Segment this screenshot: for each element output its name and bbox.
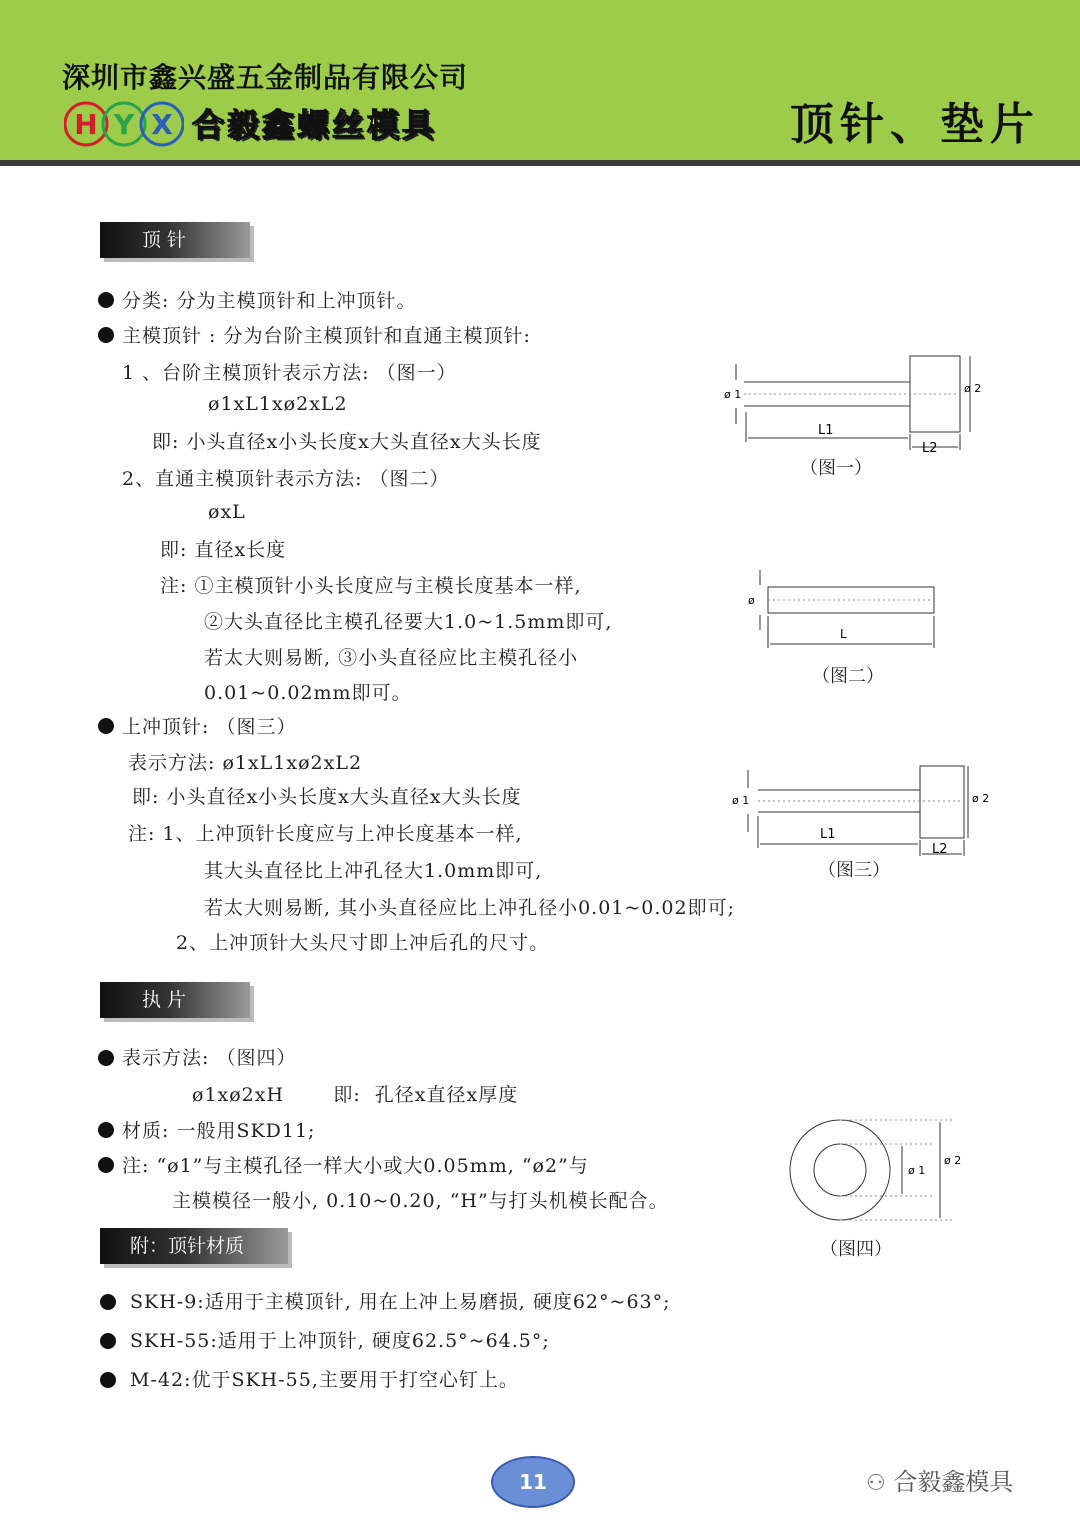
ejector-note-3: 若太大则易断, ③小头直径应比主模孔径小 [204,647,579,669]
fig4-d1-label: ø 1 [908,1164,926,1177]
logo-letter-x: X [151,108,173,141]
shim-line-4: 注: “ø1”与主模孔径一样大小或大0.05mm, “ø2”与 [122,1155,589,1177]
bullet [98,718,114,734]
fig1-caption: （图一） [800,458,872,479]
ejector-note-5: 注: 1、上冲顶针长度应与上冲长度基本一样, [128,823,523,845]
ejector-line-6: 2、直通主模顶针表示方法: （图二） [122,468,450,490]
watermark-text: 合毅鑫模具 [893,1468,1014,1496]
fig3-d2-label: ø 2 [972,792,990,805]
ejector-note-7: 若太大则易断, 其小头直径应比上冲孔径小0.01~0.02即可; [204,897,736,919]
fig1-l1-label: L1 [818,423,834,438]
bullet [100,1372,116,1388]
figure-3-punch-pin [728,760,998,860]
ejector-note-4: 0.01~0.02mm即可。 [204,682,412,704]
figure-4-shim [784,1112,980,1228]
ejector-note-8: 2、上冲顶针大头尺寸即上冲后孔的尺寸。 [176,932,550,954]
fig4-d2-label: ø 2 [944,1154,962,1167]
fig1-l2-label: L2 [922,441,938,456]
ejector-line-15: 即: 小头直径x小头长度x大头直径x大头长度 [132,786,522,808]
header-divider [0,160,1080,166]
section-header-material: 附：顶针材质 [100,1228,288,1264]
bullet [98,292,114,308]
fig3-d1-label: ø 1 [732,794,750,807]
ejector-note-6: 其大头直径比上冲孔径大1.0mm即可, [204,860,543,882]
bullet [98,327,114,343]
bullet [98,1050,114,1066]
fig3-l1-label: L1 [820,827,836,842]
fig2-d-label: ø [748,594,755,607]
ejector-line-1: 分类: 分为主模顶针和上冲顶针。 [122,290,417,312]
material-item-2: SKH-55:适用于上冲顶针, 硬度62.5°~64.5°; [130,1330,550,1352]
fig2-caption: （图二） [812,666,884,687]
fig1-d2-label: ø 2 [964,382,982,395]
logo-letter-h: H [74,108,98,141]
shim-formula: ø1xø2xH 即: 孔径x直径x厚度 [192,1084,519,1106]
shim-line-1: 表示方法: （图四） [122,1047,297,1069]
wechat-icon: ⚇ [866,1471,886,1496]
ejector-note-2: ②大头直径比主模孔径要大1.0~1.5mm即可, [204,611,613,633]
logo-letter-y: Y [113,108,135,141]
bullet [98,1122,114,1138]
ejector-formula-3: 表示方法: ø1xL1xø2xL2 [128,752,363,774]
section-header-ejector: 顶 针 [100,222,250,258]
bullet [98,1157,114,1173]
ejector-line-3: 1 、台阶主模顶针表示方法: （图一） [122,362,457,384]
page-title: 顶针、垫片 [790,99,1040,150]
fig3-l2-label: L2 [932,842,948,857]
watermark [866,1462,1013,1497]
ejector-note-1: 注: ①主模顶针小头长度应与主模长度基本一样, [160,575,582,597]
page-number: 11 [491,1456,575,1508]
figure-1-stepped-pin [720,350,990,460]
brand-name: 合毅鑫螺丝模具 [192,106,438,144]
hyx-logo [64,98,184,150]
fig2-l-label: L [840,627,847,641]
bullet [100,1333,116,1349]
ejector-line-2: 主模顶针 : 分为台阶主模顶针和直通主模顶针: [122,325,531,347]
company-name: 深圳市鑫兴盛五金制品有限公司 [62,61,469,94]
fig3-caption: （图三） [818,860,890,881]
ejector-line-5: 即: 小头直径x小头长度x大头直径x大头长度 [152,431,542,453]
shim-line-5: 主模模径一般小, 0.10~0.20, “H”与打头机模长配合。 [172,1190,669,1212]
ejector-formula-1: ø1xL1xø2xL2 [208,393,348,415]
bullet [100,1294,116,1310]
ejector-line-8: 即: 直径x长度 [160,539,287,561]
section-header-shim: 执 片 [100,982,250,1018]
shim-line-3: 材质: 一般用SKD11; [122,1120,316,1142]
fig1-d1-label: ø 1 [724,388,742,401]
fig4-caption: （图四） [820,1239,892,1260]
material-item-1: SKH-9:适用于主模顶针, 用在上冲上易磨损, 硬度62°~63°; [130,1291,671,1313]
ejector-formula-2: øxL [208,501,246,523]
material-item-3: M-42:优于SKH-55,主要用于打空心钉上。 [130,1369,519,1391]
figure-2-straight-pin [740,570,950,650]
ejector-line-13: 上冲顶针: （图三） [122,716,297,738]
